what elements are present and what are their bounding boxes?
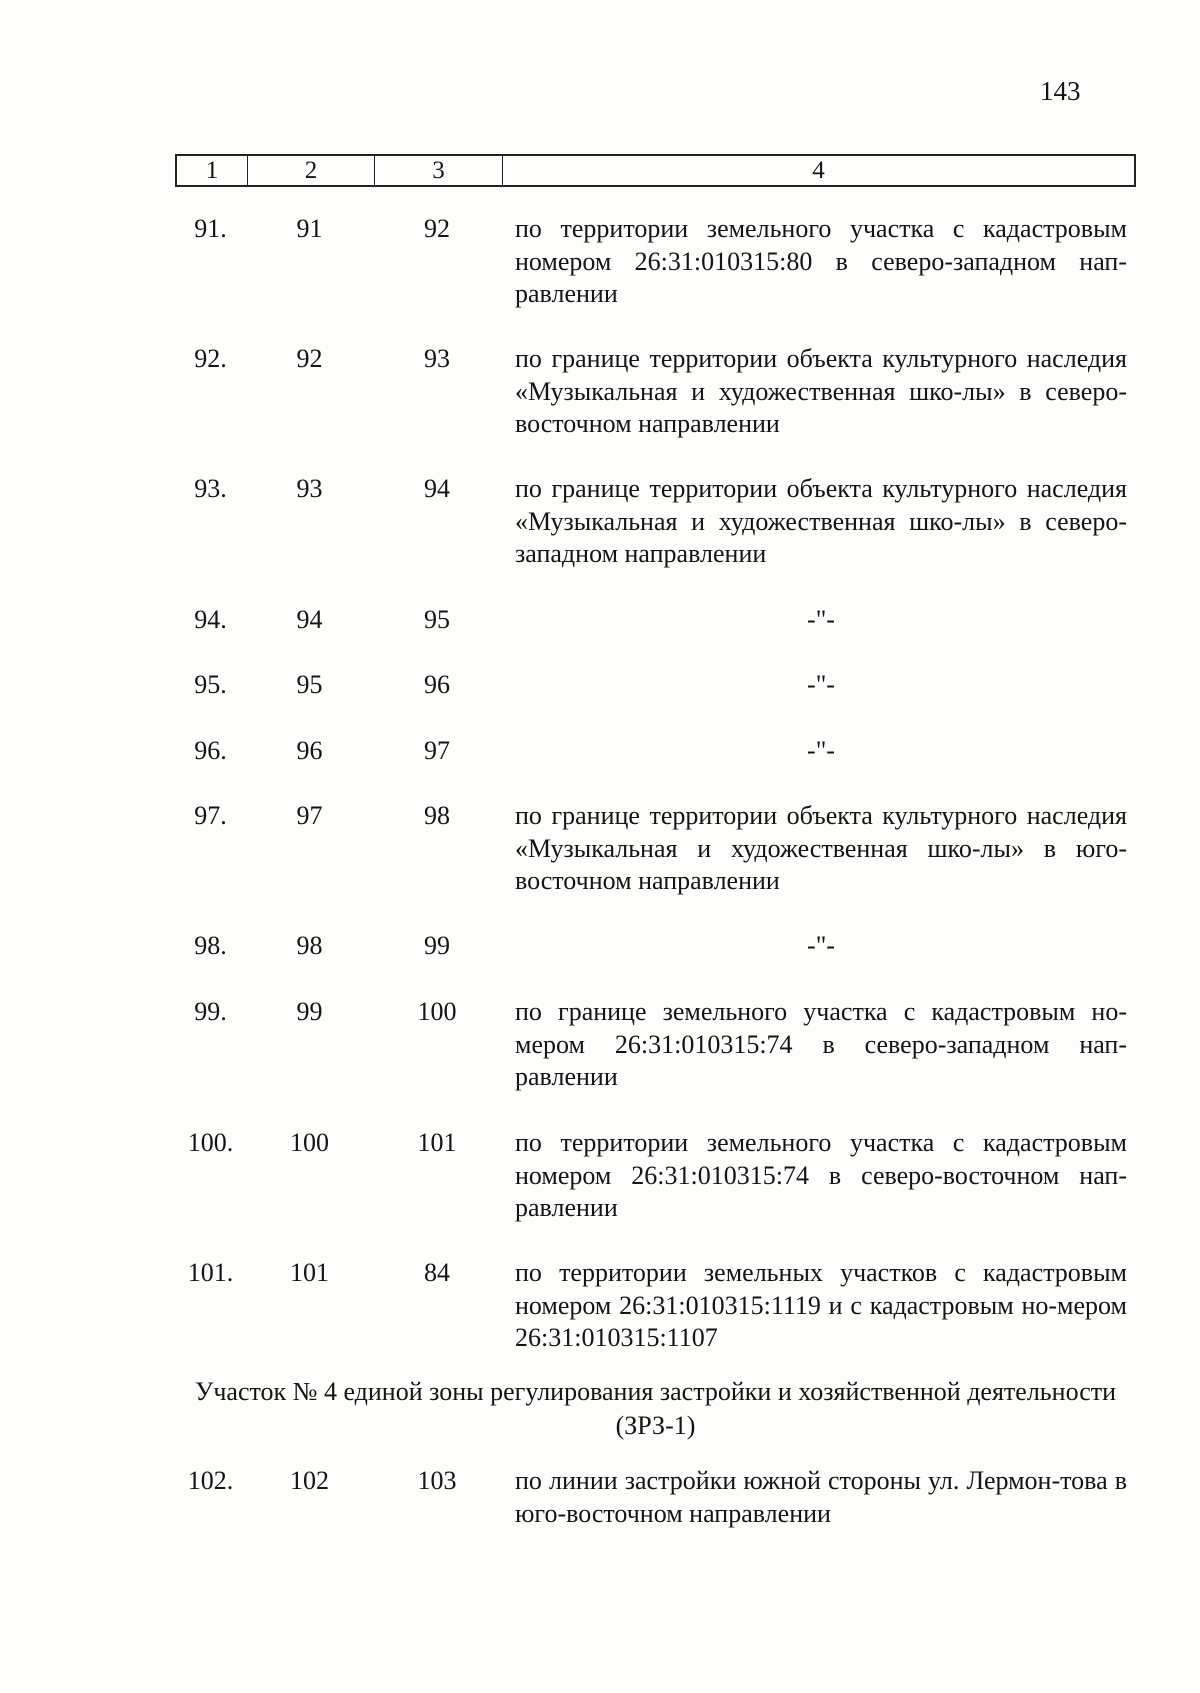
point-to: 84 [424, 1258, 450, 1287]
header-col-1: 1 [177, 156, 248, 185]
boundary-description: по линии застройки южной стороны ул. Лермон-това в юго-восточном направлении [515, 1466, 1127, 1528]
boundary-description: по территории земельных участков с кадастровым номером 26:31:010315:1119 и с кадастровым но-мером 26:31:010315:1107 [515, 1258, 1127, 1352]
boundary-description: по границе территории объекта культурного наследия «Музыкальная и художественная шко-лы» в юго-восточном направлении [515, 801, 1127, 895]
point-from: 102 [290, 1466, 329, 1495]
row-number: 95. [194, 670, 227, 699]
point-to: 101 [417, 1128, 457, 1157]
page-number: 143 [1040, 76, 1081, 106]
point-to: 93 [424, 344, 450, 373]
point-from: 95 [296, 670, 323, 699]
boundary-description: -"- [807, 605, 835, 634]
row-number: 98. [194, 931, 227, 960]
point-to: 96 [424, 670, 450, 699]
point-to: 95 [424, 605, 450, 634]
table-header [175, 154, 1136, 187]
row-number: 99. [194, 997, 227, 1026]
row-number: 94. [194, 605, 227, 634]
point-from: 92 [296, 344, 323, 373]
row-number: 101. [187, 1258, 234, 1287]
row-number: 100. [187, 1128, 234, 1157]
row-number: 93. [194, 474, 227, 503]
boundary-description: по границе территории объекта культурного наследия «Музыкальная и художественная шко-лы» в северо-западном направлении [515, 474, 1127, 568]
point-from: 91 [296, 214, 323, 243]
point-to: 99 [424, 931, 450, 960]
point-from: 97 [296, 801, 323, 830]
point-to: 97 [424, 736, 450, 765]
point-from: 94 [296, 605, 323, 634]
row-number: 102. [187, 1466, 234, 1495]
row-number: 97. [194, 801, 227, 830]
boundary-description: по границе земельного участка с кадастровым но-мером 26:31:010315:74 в северо-западном нап-равлении [515, 997, 1127, 1091]
point-to: 98 [424, 801, 450, 830]
point-from: 99 [296, 997, 323, 1026]
point-to: 103 [417, 1466, 457, 1495]
row-number: 91. [194, 214, 227, 243]
header-col-2: 2 [248, 156, 375, 185]
point-from: 101 [290, 1258, 329, 1287]
boundary-description: -"- [807, 670, 835, 699]
section-title: Участок № 4 единой зоны регулирования застройки и хозяйственной деятельности (ЗРЗ-1) [194, 1377, 1117, 1440]
boundary-description: по территории земельного участка с кадастровым номером 26:31:010315:80 в северо-западном нап-равлении [515, 214, 1127, 308]
point-from: 96 [296, 736, 323, 765]
point-from: 100 [290, 1128, 329, 1157]
boundary-description: по границе территории объекта культурного наследия «Музыкальная и художественная шко-лы» в северо-восточном направлении [515, 344, 1127, 438]
point-from: 93 [296, 474, 323, 503]
row-number: 96. [194, 736, 227, 765]
point-from: 98 [296, 931, 323, 960]
point-to: 92 [424, 214, 450, 243]
boundary-description: по территории земельного участка с кадастровым номером 26:31:010315:74 в северо-восточном нап-равлении [515, 1128, 1127, 1222]
boundary-description: -"- [807, 736, 835, 765]
boundary-description: -"- [807, 931, 835, 960]
header-col-3: 3 [375, 156, 503, 185]
point-to: 94 [424, 474, 450, 503]
point-to: 100 [417, 997, 457, 1026]
row-number: 92. [194, 344, 227, 373]
header-col-4: 4 [812, 157, 825, 184]
